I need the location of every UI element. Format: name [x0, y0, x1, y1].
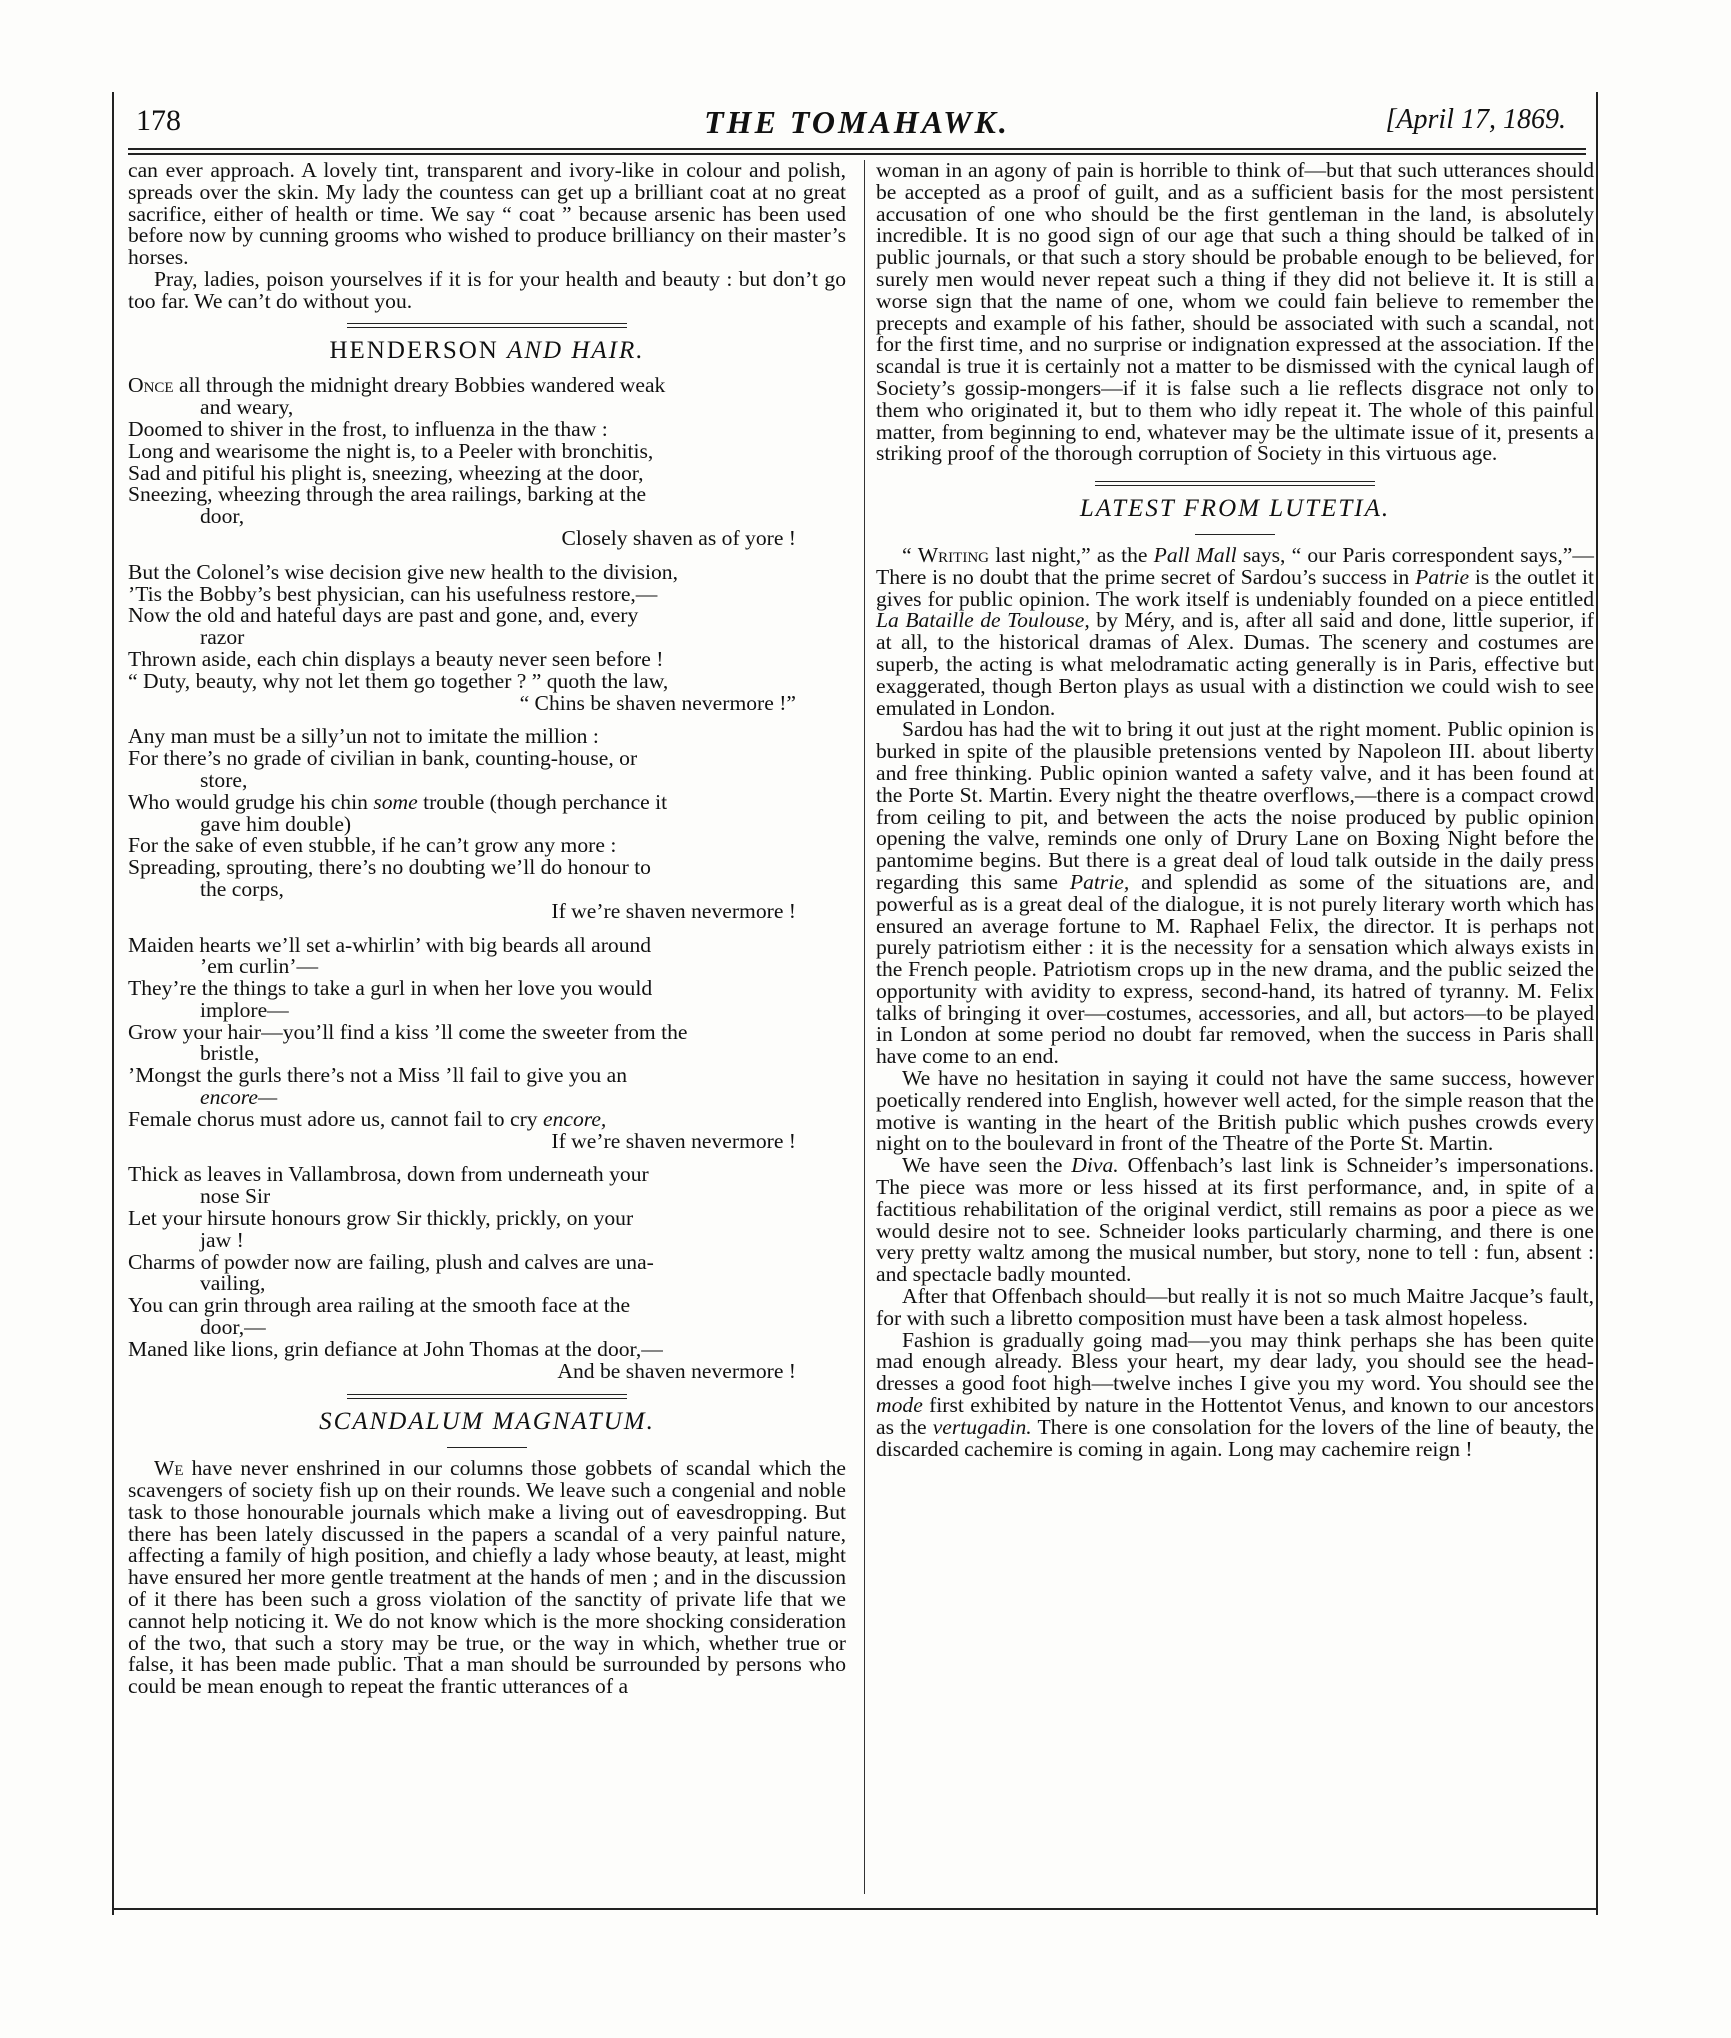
title-underline [1195, 534, 1275, 535]
poem-line: Doomed to shiver in the frost, to influenza in the thaw : [128, 416, 608, 441]
scandalum-title: SCANDALUM MAGNATUM. [319, 1408, 655, 1436]
poem-line: Maiden hearts we’ll set a-whirlin’ with big beards all around ’em curlin’— [128, 932, 652, 979]
page-number: 178 [136, 104, 181, 137]
masthead: THE TOMAHAWK. [704, 104, 1010, 140]
poem-line: Grow your hair—you’ll find a kiss ’ll come the sweeter from the bristle, [128, 1019, 688, 1066]
poem-stanza [128, 932, 846, 1153]
lutetia-title: LATEST FROM LUTETIA. [1079, 495, 1391, 523]
poem-line: For the sake of even stubble, if he can’t grow any more : [128, 833, 617, 858]
poem-line: For there’s no grade of civilian in bank, counting-house, or store, [128, 746, 638, 792]
poem-refrain: If we’re shaven nevermore ! [551, 898, 796, 923]
right-column [876, 160, 1594, 1460]
poem-refrain: Closely shaven as of yore ! [561, 525, 796, 550]
poem-line: ’Mongst the gurls there’s not a Miss ’ll fail to give you an encore— [128, 1063, 627, 1110]
left-column [128, 160, 846, 1698]
lutetia-paragraph-2: Sardou has had the wit to bring it out just at the right moment. Public opinion is burked in spite of the plausible pretensions vented by Napoleon III. about liberty and free thinking. Public opinion wanted a safety valve, and it has been found at the Porte St. Martin. Every night the theatre overflows,—there is a compact crowd from ceiling to pit, and between the acts the noise produced by public opinion opening the valve, reminds one only of Drury Lane on Boxing Night before the pantomime begins. But there is a great deal of loud talk outside in the daily press regarding this same Patrie, and splendid as some of the situations are, and powerful as is a great deal of the dialogue, it is not purely literary worth which has ensured an average fortune to M. Raphael Felix, the director. It is perhaps not purely patriotism either : it is the necessity for a sensation which always exists in the French people. Patriotism crops up in the new drama, and the public seized the opportunity with avidity to express, second-hand, its hatred of tyranny. M. Felix talks of bringing it over—costumes, accessories, and all, but actors—to be played in London at some period no doubt far removed, when the success in Paris shall have come to an end. [876, 717, 1594, 1069]
poem-line: Thick as leaves in Vallambrosa, down from underneath your nose Sir [128, 1162, 649, 1209]
poem-line: Once all through the midnight dreary Bobbies wandered weak and weary, [128, 373, 666, 420]
poem-line: ’Tis the Bobby’s best physician, can his usefulness restore,— [128, 581, 658, 606]
poem-line: But the Colonel’s wise decision give new health to the division, [128, 559, 678, 584]
lutetia-paragraph-5: After that Offenbach should—but really it is not so much Maitre Jacque’s fault, for with such a libretto composition must have been a task almost hopeless. [876, 1284, 1594, 1330]
lutetia-paragraph-6: Fashion is gradually going mad—you may think perhaps she has been quite mad enough already. Bless your heart, my dear lady, you should see the head-dresses a good foot high—twelve inches I give you my word. You should see the mode first exhibited by nature in the Hottentot Venus, and known to our ancestors as the vertugadin. There is one consolation for the lovers of the line of beauty, the discarded cachemire is coming in again. Long may cachemire reign ! [876, 1327, 1594, 1461]
poem-stanza [128, 1164, 846, 1382]
poem-line: Who would grudge his chin some trouble (though perchance it gave him double) [128, 789, 668, 836]
poem-stanza [128, 559, 846, 715]
poem-line: They’re the things to take a gurl in when her love you would implore— [128, 976, 653, 1022]
column-divider [864, 160, 865, 1894]
poem-stanza [128, 375, 846, 549]
lutetia-paragraph-4: We have seen the Diva. Offenbach’s last link is Schneider’s impersonations. The piece was more or less hissed at its first performance, and, in spite of a factitious rehabilitation of the original verdict, still remains as poor a piece as we would desire not to see. Schneider looks particularly charming, and there is one very pretty waltz among the musical number, but story, none to tell : fun, absent : and spectacle badly mounted. [876, 1153, 1594, 1287]
header-rule [128, 148, 1586, 150]
poem-refrain: And be shaven nevermore ! [557, 1358, 796, 1383]
issue-date: [April 17, 1869. [1385, 104, 1566, 135]
henderson-title: HENDERSON AND HAIR. [329, 336, 645, 364]
poem-line: You can grin through area railing at the smooth face at the door,— [128, 1293, 631, 1340]
poem-line: Let your hirsute honours grow Sir thickly, prickly, on your jaw ! [128, 1206, 634, 1252]
poem-line: Thrown aside, each chin displays a beauty never seen before ! [128, 646, 664, 671]
title-underline [447, 1447, 527, 1448]
poem-stanza [128, 726, 846, 922]
page-header [128, 104, 1586, 146]
footer-rule [112, 1908, 1598, 1910]
scandalum-continued: woman in an agony of pain is horrible to think of—but that such utterances should be accepted as a proof of guilt, and as a sufficient basis for the most persistent accusation of one who should be the first gentleman in the land, is absolutely incredible. It is no good sign of our age that such a thing should be talked of in public journals, or that such a story should be probable enough to be believed, for surely men would never repeat such a thing if they did not believe it. It is still a worse sign that the name of one, whom we could fain believe to remember the precepts and example of his father, should be associated with such a scandal, not for the first time, and no surprise or indignation expressed at the association. If the scandal is true it is certainly not a matter to be dismissed with the cynical laugh of Society’s gossip-mongers—if it is false such a lie reflects disgrace not only to them who originated it, but to them who idly repeat it. The whole of this painful matter, from beginning to end, whatever may be the ultimate issue of it, presents a striking proof of the thorough corruption of Society in this virtuous age. [876, 158, 1594, 466]
poem-line: Sneezing, wheezing through the area railings, barking at the door, [128, 482, 647, 529]
poem-line: Spreading, sprouting, there’s no doubting we’ll do honour to the corps, [128, 855, 651, 901]
poem-line: Any man must be a silly’un not to imitate the million : [128, 724, 599, 749]
intro-paragraph-2: Pray, ladies, poison yourselves if it is for your health and beauty : but don’t go too far. We can’t do without you. [128, 266, 846, 313]
scandalum-paragraph: We have never enshrined in our columns those gobbets of scandal which the scavengers of society fish up on their rounds. We leave such a congenial and noble task to those honourable journals which make a living out of eavesdropping. But there has been lately discussed in the papers a scandal of a very painful nature, affecting a family of high position, and chiefly a lady whose beauty, at least, might have ensured her more gentle treatment at the hands of men ; and in the discussion of it there has been such a gross violation of the sanctity of private life that we cannot help noticing it. We do not know which is the more shocking consideration of the two, that such a story may be true, or the way in which, whether true or false, it has been made public. That a man should be surrounded by persons who could be mean enough to repeat the frantic utterances of a [128, 1456, 846, 1699]
poem-refrain: If we’re shaven nevermore ! [551, 1128, 796, 1153]
lutetia-paragraph-1: “ Writing last night,” as the Pall Mall says, “ our Paris correspondent says,”—There is no doubt that the prime secret of Sardou’s success in Patrie is the outlet it gives for public opinion. The work itself is undeniably founded on a piece entitled La Bataille de Toulouse, by Méry, and is, after all said and done, little superior, if at all, to the historical dramas of Alex. Dumas. The scenery and costumes are superb, the acting is what melodramatic acting generally is in Paris, effective but exaggerated, though Berton plays as usual with a distinction we could wish to see emulated in London. [876, 542, 1595, 720]
section-separator [347, 323, 627, 328]
poem-line: Long and wearisome the night is, to a Peeler with bronchitis, [128, 438, 654, 463]
poem-line: Charms of powder now are failing, plush and calves are una- vailing, [128, 1249, 654, 1296]
section-separator [1095, 481, 1375, 486]
poem-refrain: “ Chins be shaven nevermore !” [519, 690, 796, 715]
poem-line: Female chorus must adore us, cannot fail to cry encore, [128, 1106, 607, 1131]
poem-line: Maned like lions, grin defiance at John Thomas at the door,— [128, 1336, 663, 1361]
lutetia-paragraph-3: We have no hesitation in saying it could not have the same success, however poetically rendered into English, however well acted, for the simple reason that the motive is wanting in the heart of the British public which pushes crowds every night on to the boulevard in front of the Theatre of the Porte St. Martin. [876, 1066, 1594, 1156]
section-separator [347, 1394, 627, 1399]
poem-line: Sad and pitiful his plight is, sneezing, wheezing at the door, [128, 460, 644, 485]
header-rule-2 [128, 153, 1586, 155]
poem-line: “ Duty, beauty, why not let them go together ? ” quoth the law, [128, 668, 669, 693]
intro-paragraph-1: can ever approach. A lovely tint, transparent and ivory-like in colour and polish, spreads over the skin. My lady the countess can get up a brilliant coat at no great sacrifice, either of health or time. We say “ coat ” because arsenic has been used before now by cunning grooms who wished to produce brilliancy on their master’s horses. [128, 158, 846, 270]
poem-line: Now the old and hateful days are past and gone, and, every razor [128, 603, 639, 650]
